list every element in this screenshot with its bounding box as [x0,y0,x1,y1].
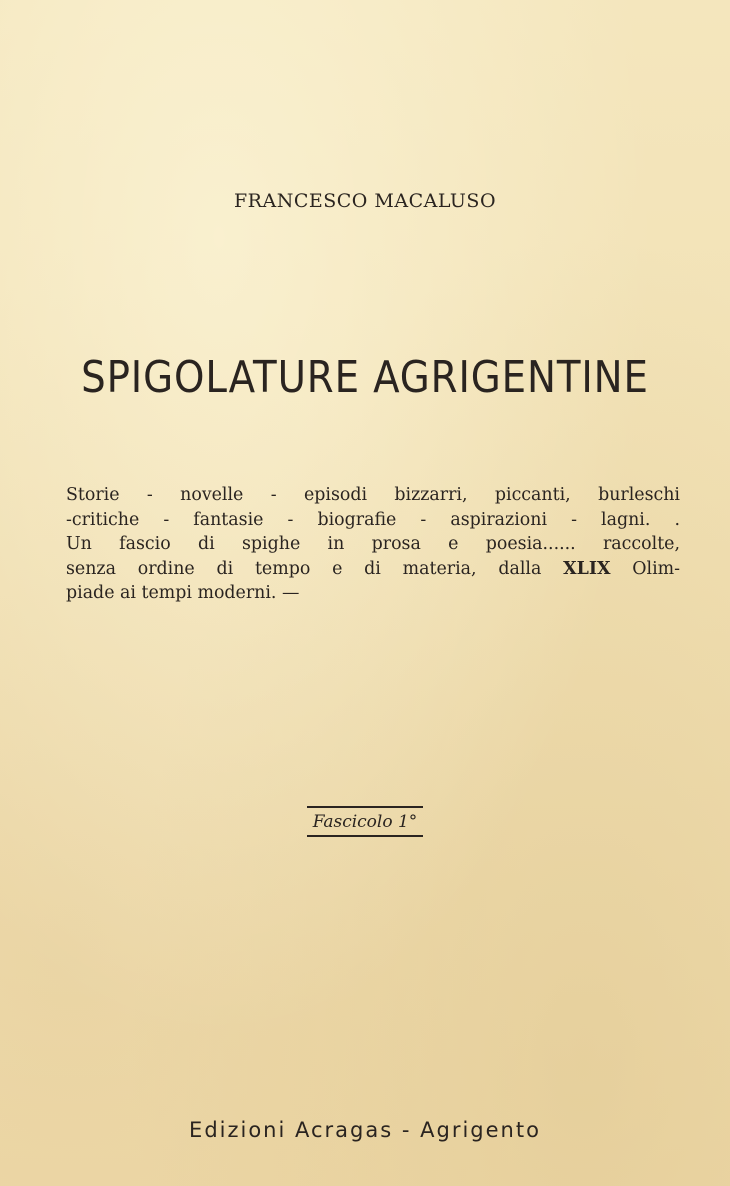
description-line-4-text: senza ordine di tempo e di materia, dalla [66,558,564,579]
fascicolo-label: Fascicolo 1° [307,806,424,837]
author-name: FRANCESCO MACALUSO [233,190,497,212]
description-line-1: Storie - novelle - episodi bizzarri, piccanti, burleschi [66,485,680,505]
fascicolo-container [0,806,730,837]
book-title: SPIGOLATURE AGRIGENTINE [81,352,649,403]
description-line-4 [66,557,680,582]
publisher-imprint: Edizioni Acragas - Agrigento [189,1118,541,1142]
description-line-5: piade ai tempi moderni. — [66,583,300,603]
description-line-2: -critiche - fantasie - biografie - aspirazioni - lagni. . [66,509,680,530]
book-description [66,483,680,606]
description-line-3: Un fascio di spighe in prosa e poesia...... raccolte, [66,534,680,554]
description-line-4-end: Olim- [610,558,680,579]
olympiad-number: XLIX [563,558,611,579]
